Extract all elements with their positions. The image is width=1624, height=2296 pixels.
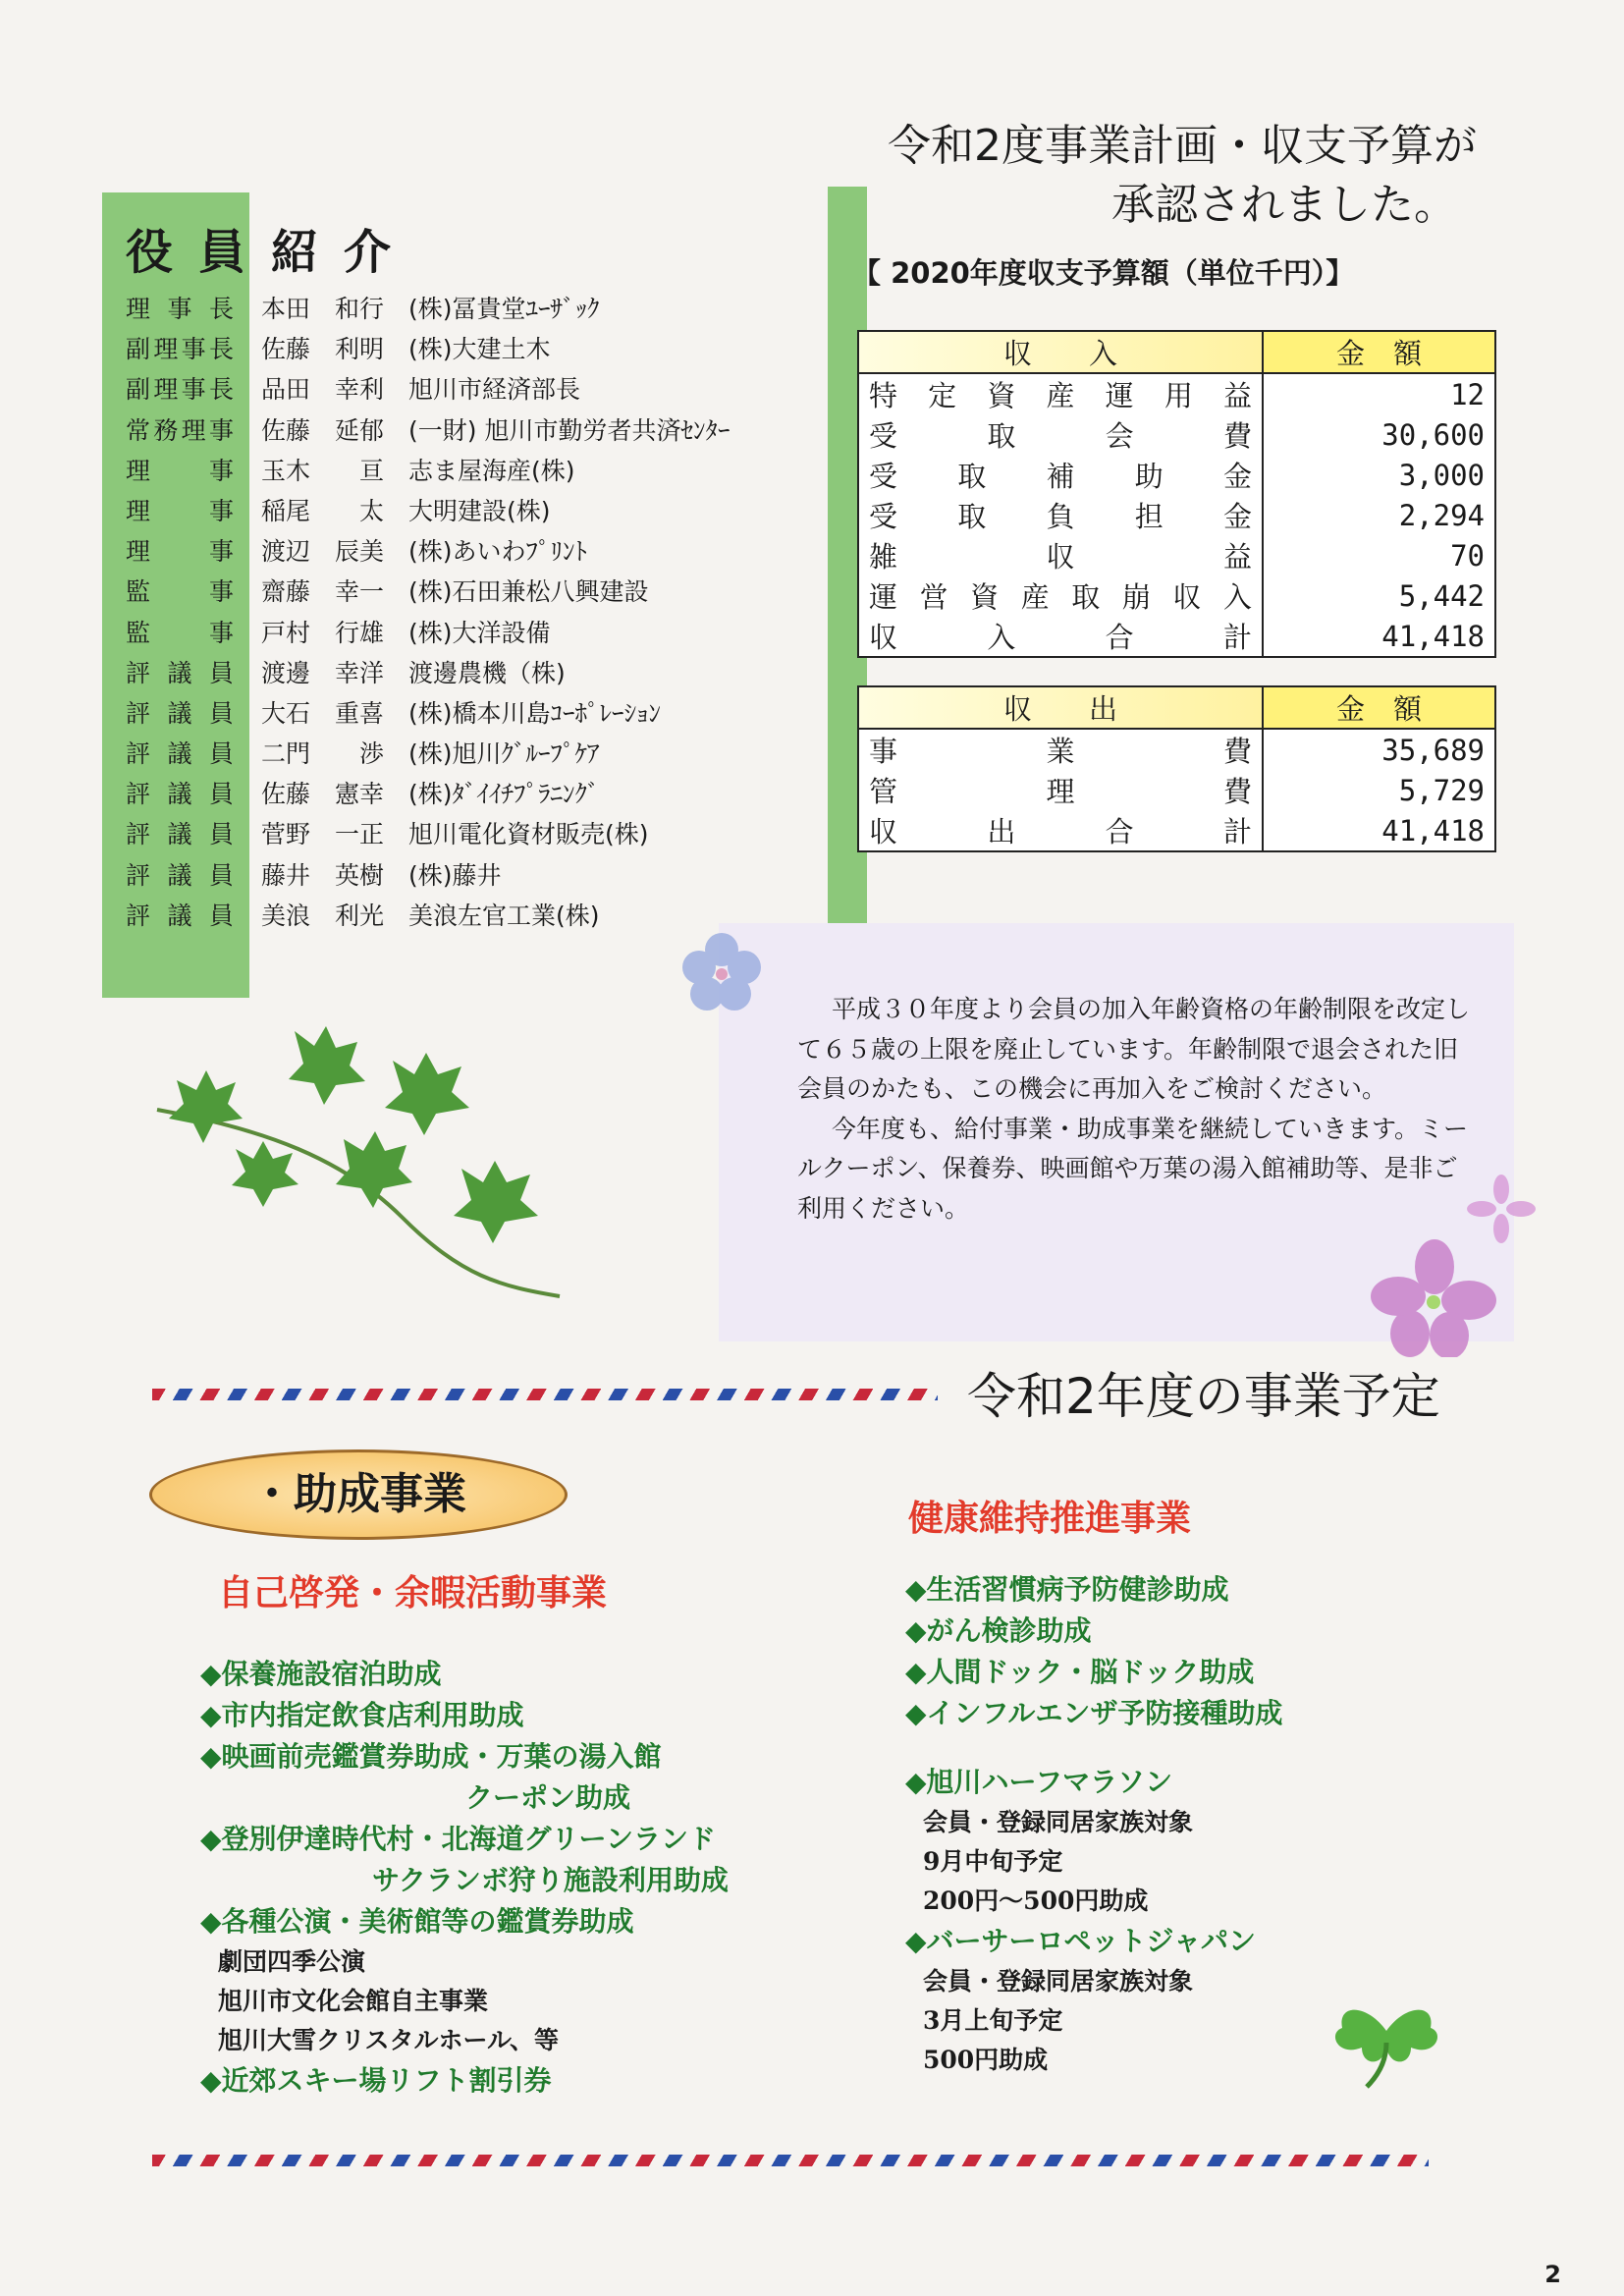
schedule-item: 旭川大雪クリスタルホール、等 [218,2026,560,2054]
officer-company: (一財) 旭川市勤労者共済ｾﾝﾀｰ [408,415,731,445]
officer-company: 美浪左官工業(株) [408,901,600,930]
officer-company: (株)大洋設備 [408,618,551,647]
expense-table [857,685,1496,852]
budget-row [858,770,1495,810]
officer-role: 理事 [126,456,234,485]
budget-item: 収入合計 [858,616,1263,657]
officer-row [126,693,730,734]
officer-role: 評議員 [126,901,234,930]
budget-item: 収出合計 [858,810,1263,851]
officer-name: 佐藤 延郁 [261,415,385,445]
officer-row [126,653,730,693]
officer-row [126,734,730,774]
officer-row [126,329,730,369]
officer-name: 菅野 一正 [261,820,385,849]
schedule-item: ◆各種公演・美術館等の鑑賞券助成 [200,1905,634,1938]
officer-role: 監事 [126,618,234,647]
budget-amount: 35,689 [1263,729,1495,770]
schedule-item: サクランボ狩り施設利用助成 [372,1864,729,1896]
ivy-leaves-icon [147,1021,599,1316]
budget-item: 管理費 [858,770,1263,810]
officer-name: 玉木 亘 [261,456,385,485]
officer-row [126,613,730,653]
officer-company: (株)大建土木 [408,335,551,364]
flower-icon [1467,1175,1536,1243]
officer-row [126,531,730,572]
budget-item: 受取補助金 [858,455,1263,495]
budget-item: 運営資産取崩収入 [858,575,1263,616]
budget-item: 雑収益 [858,535,1263,575]
budget-row [858,414,1495,455]
schedule-item: ◆映画前売鑑賞券助成・万葉の湯入館 [200,1740,662,1773]
officer-company: (株)石田兼松八興建設 [408,577,649,607]
schedule-item: ◆生活習慣病予防健診助成 [905,1573,1229,1606]
budget-amount: 70 [1263,535,1495,575]
self-development-title: 自己啓発・余暇活動事業 [218,1572,608,1613]
budget-item: 特定資産運用益 [858,373,1263,414]
schedule-item: 会員・登録同居家族対象 [923,1808,1194,1836]
flower-icon [1371,1239,1498,1357]
officer-name: 大石 重喜 [261,698,385,728]
schedule-item: 旭川市文化会館自主事業 [218,1987,489,2015]
budget-amount: 30,600 [1263,414,1495,455]
schedule-item: ◆市内指定飲食店利用助成 [200,1699,524,1731]
budget-row [858,729,1495,770]
officers-title: 役員紹介 [126,225,417,280]
officer-name: 本田 和行 [261,295,385,323]
officer-row [126,289,730,329]
officer-row [126,896,730,936]
officer-row [126,572,730,612]
officer-name: 藤井 英樹 [261,860,385,890]
budget-amount: 5,729 [1263,770,1495,810]
budget-item: 事業費 [858,729,1263,770]
officer-company: 旭川電化資材販売(株) [408,820,649,849]
officer-role: 評議員 [126,698,234,728]
officer-role: 評議員 [126,780,234,809]
budget-row [858,575,1495,616]
budget-heading-sub: 承認されました。 [1111,180,1457,230]
decorative-stripe [152,1389,938,1400]
officer-row [126,410,730,451]
budget-item: 受取会費 [858,414,1263,455]
schedule-item: 500円助成 [923,2046,1049,2074]
expense-header-amount: 金 額 [1263,686,1495,729]
officer-company: (株)ﾀﾞｲｲﾁﾌﾟﾗﾆﾝｸﾞ [408,780,600,809]
expense-header-item: 収 出 [858,686,1263,729]
health-promotion-list [905,1569,1282,2080]
schedule-item: 200円～500円助成 [923,1886,1149,1915]
officer-company: (株)旭川ｸﾞﾙｰﾌﾟｹｱ [408,739,600,769]
officer-name: 齋藤 幸一 [261,577,385,607]
budget-row [858,616,1495,657]
officer-role: 理事 [126,496,234,525]
budget-row [858,455,1495,495]
budget-heading: 令和2度事業計画・収支予算が [888,121,1477,171]
schedule-item: ◆登別伊達時代村・北海道グリーンランド [200,1823,716,1855]
notice-paragraph: 平成３０年度より会員の加入年齢資格の年齢制限を改定して６５歳の上限を廃止しています。年齢制限で退会された旧会員のかたも、この機会に再加入をご検討ください。 [797,995,1471,1103]
schedule-item: ◆インフルエンザ予防接種助成 [905,1697,1283,1729]
schedule-item: ◆バーサーロペットジャパン [905,1925,1256,1957]
officer-company: (株)橋本川島ｺｰﾎﾟﾚｰｼｮﾝ [408,698,662,728]
officer-company: 旭川市経済部長 [408,375,581,405]
income-header-item: 収 入 [858,331,1263,373]
officer-row [126,774,730,814]
officer-name: 二門 渉 [261,739,385,769]
schedule-item: ◆人間ドック・脳ドック助成 [905,1656,1255,1688]
officer-role: 監事 [126,577,234,607]
schedule-item: ◆旭川ハーフマラソン [905,1766,1173,1798]
budget-amount: 41,418 [1263,810,1495,851]
officer-company: 大明建設(株) [408,496,551,525]
officer-role: 評議員 [126,739,234,769]
budget-amount: 5,442 [1263,575,1495,616]
budget-amount: 41,418 [1263,616,1495,657]
officer-role: 常務理事 [126,415,234,445]
schedule-item: ◆近郊スキー場リフト割引券 [200,2064,552,2097]
officer-role: 評議員 [126,658,234,687]
officer-name: 渡辺 辰美 [261,537,385,567]
officer-role: 評議員 [126,820,234,849]
schedule-item: ◆保養施設宿泊助成 [200,1658,442,1690]
flower-icon [677,928,766,1016]
officer-role: 副理事長 [126,335,234,364]
officer-list [126,289,730,936]
schedule-item: 会員・登録同居家族対象 [923,1967,1194,1995]
schedule-item: 劇団四季公演 [218,1947,366,1976]
schedule-title: 令和2年度の事業予定 [967,1368,1440,1425]
officer-row [126,814,730,854]
budget-amount: 12 [1263,373,1495,414]
health-promotion-title: 健康維持推進事業 [908,1498,1192,1539]
income-header-amount: 金 額 [1263,331,1495,373]
officer-company: 渡邊農機（株) [408,658,566,687]
schedule-item: クーポン助成 [465,1781,631,1814]
page-number: 2 [1544,2261,1561,2288]
officer-name: 美浪 利光 [261,901,385,930]
clover-icon [1308,1974,1465,2092]
officer-name: 稲尾 太 [261,496,385,525]
officer-company: 志ま屋海産(株) [408,456,575,485]
officer-row [126,369,730,410]
officer-company: (株)あいわﾌﾟﾘﾝﾄ [408,537,588,567]
decorative-stripe [152,2155,1429,2166]
budget-row [858,535,1495,575]
officer-role: 副理事長 [126,375,234,405]
officer-role: 理事 [126,537,234,567]
officer-company: (株)藤井 [408,860,502,890]
budget-caption: 【 2020年度収支予算額（単位千円）】 [852,256,1355,290]
officer-role: 理事長 [126,295,234,323]
notice-paragraph: 今年度も、給付事業・助成事業を継続していきます。ミールクーポン、保養券、映画館や万葉の湯入館補助等、是非ご利用ください。 [797,1114,1469,1223]
budget-amount: 3,000 [1263,455,1495,495]
notice-text [797,990,1475,1229]
self-development-list [200,1654,729,2102]
officer-role: 評議員 [126,860,234,890]
officer-company: (株)冨貴堂ﾕｰｻﾞｯｸ [408,295,600,323]
officer-name: 渡邊 幸洋 [261,658,385,687]
schedule-item: ◆がん検診助成 [905,1614,1092,1647]
grant-label: ・助成事業 [149,1449,568,1540]
budget-row [858,495,1495,535]
officer-name: 品田 幸利 [261,375,385,405]
officer-row [126,491,730,531]
officer-name: 佐藤 憲幸 [261,780,385,809]
officer-row [126,451,730,491]
budget-amount: 2,294 [1263,495,1495,535]
officer-name: 戸村 行雄 [261,618,385,647]
schedule-item: 9月中旬予定 [923,1847,1063,1876]
officer-row [126,855,730,896]
schedule-item: 3月上旬予定 [923,2006,1063,2035]
budget-item: 受取負担金 [858,495,1263,535]
income-table [857,330,1496,658]
officer-name: 佐藤 利明 [261,335,385,364]
budget-row [858,373,1495,414]
schedule-item [905,1734,1282,1762]
budget-row [858,810,1495,851]
